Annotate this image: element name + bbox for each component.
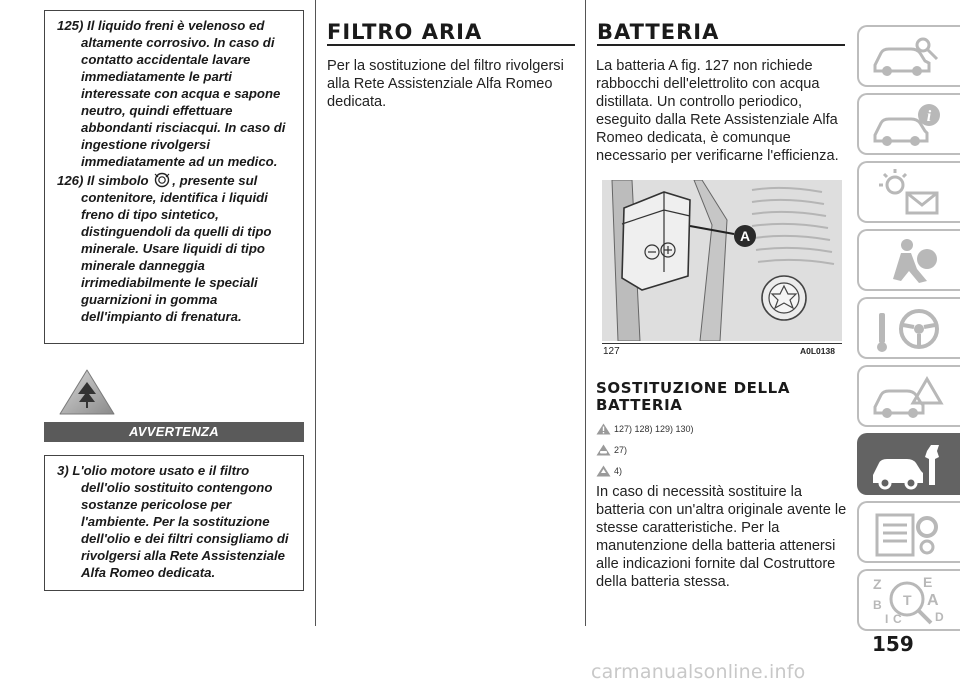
- environment-refs-line: [596, 465, 622, 477]
- car-key-icon: [867, 31, 945, 83]
- sidebar-tab-starting-driving[interactable]: [857, 297, 960, 359]
- battery-callout-label: A: [739, 228, 751, 244]
- oil-disposal-notes-box: [44, 455, 304, 591]
- column-divider: [315, 0, 316, 626]
- technical-data-icon: [867, 507, 945, 559]
- sidebar-tab-maintenance[interactable]: [857, 433, 960, 495]
- battery-illustration: [602, 180, 842, 341]
- note-3: 3) L'olio motore usato e il filtro dell'olio sostituito contengono sostanze pericolose per l'ambiente. Per la sostituzione dell'olio e dei filtri consigliamo di rivolgersi alla Rete Assistenziale Alfa Romeo dedicata.: [57, 463, 289, 580]
- car-maintenance-icon: [867, 439, 945, 491]
- caution-car-icon: [596, 444, 611, 456]
- steering-wheel-icon: [867, 303, 945, 355]
- svg-text:i: i: [926, 108, 932, 125]
- warning-triangle-icon: [596, 423, 611, 435]
- watermark: carmanualsonline.info: [591, 661, 806, 683]
- heading-underline: [597, 44, 845, 46]
- note-125: 125) Il liquido freni è velenoso ed altamente corrosivo. In caso di contatto accidentale lavare immediatamente le parti interessate con acqua e sapone neutro, quindi effettuare abbondanti risciacqui. In caso di ingestione rivolgersi immediatamente ad un medico.: [57, 18, 286, 169]
- battery-replacement-heading: SOSTITUZIONE DELLA BATTERIA: [596, 379, 791, 414]
- sidebar-tab-emergency[interactable]: [857, 365, 960, 427]
- index-letter: D: [935, 610, 944, 624]
- warning-refs: 127) 128) 129) 130): [614, 424, 694, 434]
- warning-title-bar: AVVERTENZA: [44, 422, 304, 442]
- index-letter: E: [923, 575, 933, 590]
- environment-refs: 4): [614, 466, 623, 476]
- battery-replacement-text: In caso di necessità sostituire la batteria con un'altra originale avente le stesse caratteristiche. Per la manutenzione della batteria attenersi alle indicazioni fornite dal Costruttore della batteria stessa.: [596, 484, 847, 590]
- index-letter: T: [903, 592, 912, 608]
- index-letter: Z: [873, 576, 882, 592]
- index-letter: B: [873, 598, 882, 612]
- alphabetical-index-icon: [867, 575, 945, 627]
- figure-code: A0L0138: [800, 346, 835, 356]
- index-letter: C: [893, 612, 902, 626]
- sidebar-tab-safety[interactable]: [857, 229, 960, 291]
- index-letter: A: [927, 592, 939, 609]
- air-filter-heading: FILTRO ARIA: [327, 20, 483, 44]
- battery-text: La batteria A fig. 127 non richiede rabbocchi dell'elettrolito con acqua distillata. Un controllo periodico, eseguito dalla Rete Assistenziale Alfa Romeo dedicata, è comunque necessario per verificarne l'efficienza.: [596, 58, 839, 164]
- heading-underline: [327, 44, 575, 46]
- index-letter: I: [885, 612, 889, 626]
- page-number: 159: [872, 632, 914, 656]
- caution-refs: 27): [614, 445, 628, 455]
- synthetic-brake-fluid-symbol-icon: [153, 172, 171, 188]
- sidebar-tab-warning-lights[interactable]: [857, 161, 960, 223]
- warning-lights-icon: [867, 167, 945, 219]
- air-filter-text: Per la sostituzione del filtro rivolgersi alla Rete Assistenziale Alfa Romeo dedicata.: [327, 58, 564, 110]
- environment-note-icon: [596, 465, 611, 477]
- note-126-suffix: , presente sul contenitore, identifica i liquidi freno di tipo sintetico, distinguendoli da quelli di tipo minerale. Usare liquidi di tipo minerale danneggia irrimediabilmente le speciali guarnizioni in gomma dell'impianto di frenatura.: [81, 173, 272, 324]
- warning-refs-line: [596, 423, 694, 435]
- sidebar-tab-index[interactable]: [857, 569, 960, 631]
- caution-refs-line: [596, 444, 627, 456]
- sidebar-tab-dashboard[interactable]: [857, 93, 960, 155]
- note-126: [57, 172, 293, 325]
- airbag-passenger-icon: [867, 235, 945, 287]
- figure-caption-rule: [602, 343, 842, 344]
- sidebar-tab-technical-data[interactable]: [857, 501, 960, 563]
- environment-warning-icon: [58, 368, 116, 416]
- brake-fluid-notes-box: [44, 10, 304, 344]
- battery-heading: BATTERIA: [597, 20, 720, 44]
- battery-figure: [602, 180, 842, 341]
- car-emergency-icon: [867, 371, 945, 423]
- sidebar-tab-knowing-car[interactable]: [857, 25, 960, 87]
- note-126-prefix: 126) Il simbolo: [57, 173, 149, 188]
- figure-number: 127: [603, 346, 620, 357]
- column-divider: [585, 0, 586, 626]
- car-info-icon: [867, 99, 945, 151]
